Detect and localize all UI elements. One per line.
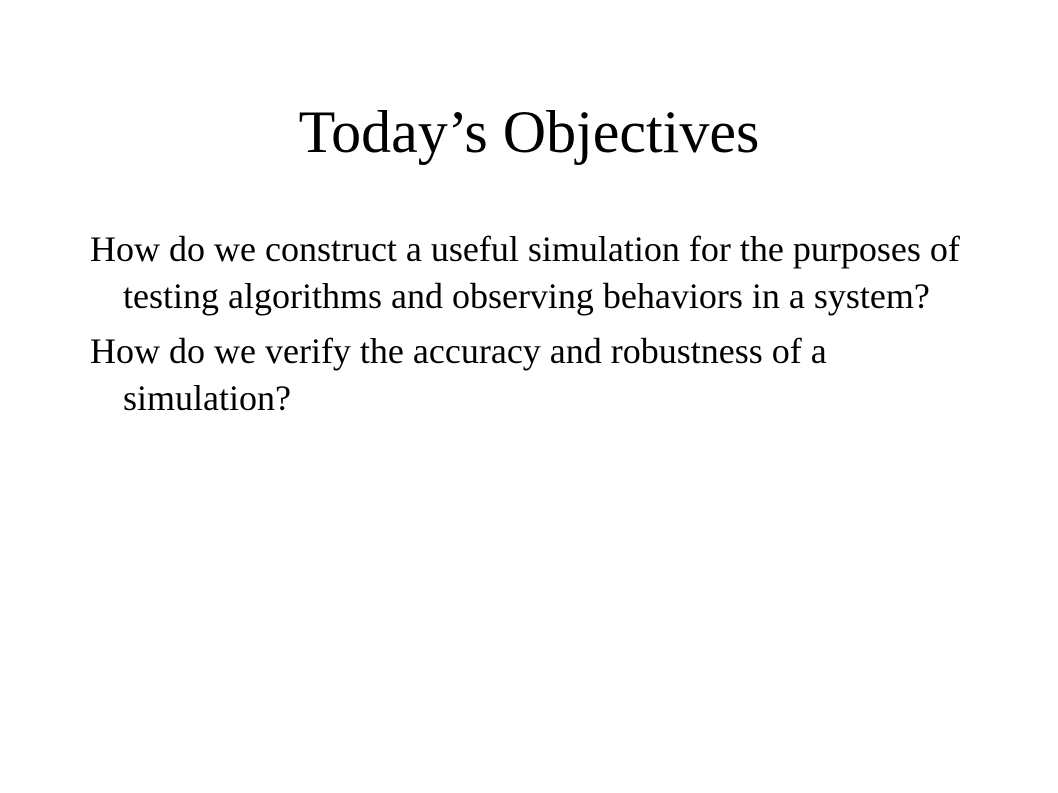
- objective-item: How do we construct a useful simulation for the purposes of testing algorithms and observing behaviors in a system?: [90, 229, 960, 316]
- objective-item: How do we verify the accuracy and robustness of a simulation?: [90, 331, 827, 418]
- objectives-list: [90, 226, 990, 430]
- slide-title: Today’s Objectives: [298, 99, 760, 165]
